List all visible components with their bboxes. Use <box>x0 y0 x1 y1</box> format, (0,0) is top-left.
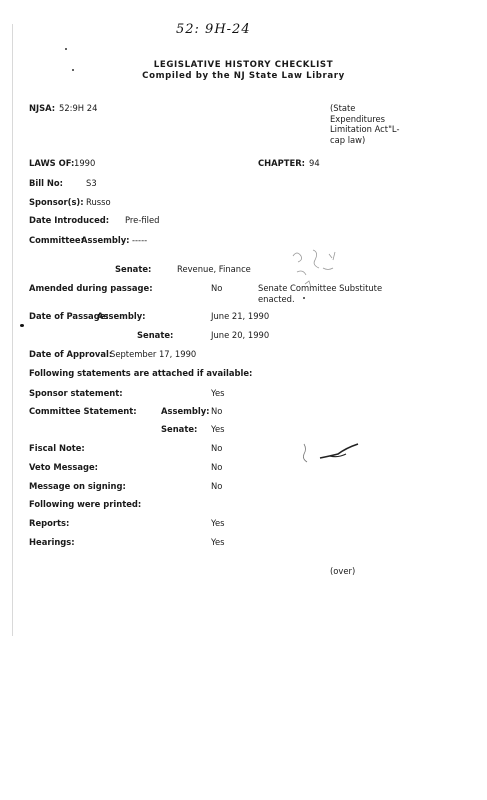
passage-senate-label: Senate: <box>137 330 174 340</box>
committee-senate-value: Revenue, Finance <box>177 264 251 274</box>
reports-value: Yes <box>211 518 225 528</box>
fiscal-note-value: No <box>211 443 223 453</box>
date-introduced-value: Pre-filed <box>125 215 160 225</box>
act-note: (State Expenditures Limitation Act"L- cap law) <box>330 103 400 145</box>
sponsor-value: Russo <box>86 197 111 207</box>
date-introduced-label: Date Introduced: <box>29 215 110 225</box>
hearings-label: Hearings: <box>29 537 75 547</box>
chapter-label: CHAPTER: <box>258 158 306 168</box>
printed-heading: Following were printed: <box>29 499 142 509</box>
veto-message-label: Veto Message: <box>29 462 99 472</box>
committee-label: Committee: <box>29 235 84 245</box>
approval-label: Date of Approval: <box>29 349 113 359</box>
message-signing-value: No <box>211 481 223 491</box>
committee-statement-label: Committee Statement: <box>29 406 137 416</box>
committee-statement-senate-label: Senate: <box>161 424 198 434</box>
over-note: (over) <box>330 566 356 576</box>
passage-assembly-label: Assembly: <box>97 311 146 321</box>
chapter-value: 94 <box>309 158 320 168</box>
laws-of-value: 1990 <box>74 158 96 168</box>
scan-speck <box>303 297 305 299</box>
scan-speck <box>20 324 24 327</box>
scan-speck <box>65 48 67 50</box>
amended-label: Amended during passage: <box>29 283 153 293</box>
attached-heading: Following statements are attached if available: <box>29 368 253 378</box>
njsa-label: NJSA: <box>29 103 56 113</box>
bill-no-label: Bill No: <box>29 178 64 188</box>
committee-statement-senate-value: Yes <box>211 424 225 434</box>
njsa-value: 52:9H 24 <box>59 103 98 113</box>
handwritten-code: 52: 9H-24 <box>176 22 251 37</box>
amended-value: No <box>211 283 223 293</box>
passage-label: Date of Passage: <box>29 311 109 321</box>
sponsor-statement-label: Sponsor statement: <box>29 388 123 398</box>
bill-no-value: S3 <box>86 178 97 188</box>
hearings-value: Yes <box>211 537 225 547</box>
sponsor-statement-value: Yes <box>211 388 225 398</box>
veto-message-value: No <box>211 462 223 472</box>
stamp-mark <box>285 244 355 304</box>
left-scan-edge <box>12 24 13 636</box>
committee-statement-assembly-value: No <box>211 406 223 416</box>
amended-note: Senate Committee Substitute enacted. <box>258 283 383 304</box>
committee-assembly-value: ----- <box>132 235 148 245</box>
page-title: LEGISLATIVE HISTORY CHECKLIST <box>153 60 334 70</box>
approval-value: September 17, 1990 <box>110 349 197 359</box>
passage-senate-value: June 20, 1990 <box>211 330 270 340</box>
signature-mark <box>300 440 370 470</box>
fiscal-note-label: Fiscal Note: <box>29 443 85 453</box>
scan-speck <box>72 69 74 71</box>
page-subtitle: Compiled by the NJ State Law Library <box>142 71 345 81</box>
message-signing-label: Message on signing: <box>29 481 126 491</box>
committee-assembly-label: Assembly: <box>81 235 130 245</box>
committee-statement-assembly-label: Assembly: <box>161 406 210 416</box>
committee-senate-label: Senate: <box>115 264 152 274</box>
reports-label: Reports: <box>29 518 70 528</box>
laws-of-label: LAWS OF: <box>29 158 75 168</box>
passage-assembly-value: June 21, 1990 <box>211 311 270 321</box>
sponsor-label: Sponsor(s): <box>29 197 84 207</box>
